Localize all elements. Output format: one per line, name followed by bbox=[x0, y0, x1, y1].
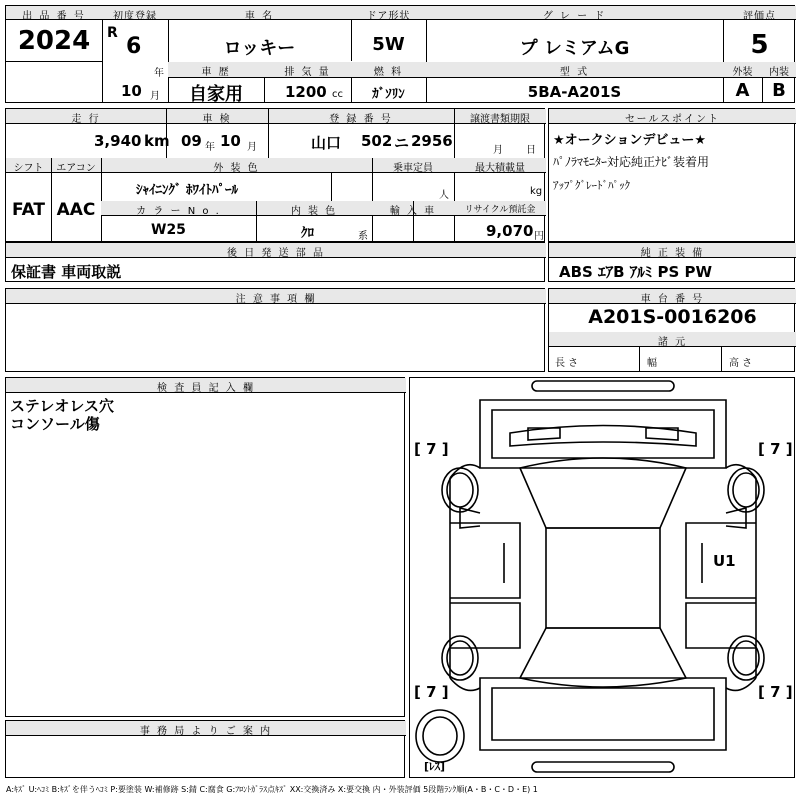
later-parts-block bbox=[5, 242, 545, 282]
notes-label: 注 意 事 項 欄 bbox=[235, 294, 317, 305]
fuel-label: 燃 料 bbox=[373, 67, 404, 78]
displacement-unit: cc bbox=[332, 89, 343, 100]
lot-number: 2024 bbox=[17, 26, 91, 56]
sales-line-1: ★オークションデビュー★ bbox=[553, 133, 707, 148]
first-reg-label: 初度登録 bbox=[113, 11, 157, 22]
inspector-line-1: ステレオレス穴 bbox=[10, 397, 114, 415]
int-grade-label: 内装 bbox=[769, 67, 789, 78]
lot-label: 出 品 番 号 bbox=[22, 11, 86, 22]
plate-number: 2956 bbox=[411, 132, 453, 150]
inspection-year: 09 bbox=[181, 132, 202, 150]
score-label: 評価点 bbox=[743, 11, 776, 22]
history-label: 車 歴 bbox=[201, 67, 231, 78]
car-name-label: 車 名 bbox=[244, 11, 275, 22]
int-color-unit: 系 bbox=[358, 231, 368, 242]
plate-class: 502 bbox=[361, 132, 393, 150]
plate-label: 登 録 番 号 bbox=[329, 114, 393, 125]
inspector-label: 検 査 員 記 入 欄 bbox=[157, 383, 255, 394]
capacity-unit: 人 bbox=[439, 190, 449, 201]
recycle-label: リサイクル預託金 bbox=[464, 205, 536, 215]
score-value: 5 bbox=[750, 30, 769, 60]
equipment-value: ABS ｴｱB ｱﾙﾐ PS PW bbox=[559, 263, 713, 281]
int-color-value: ｸﾛ bbox=[301, 226, 314, 241]
door-value: 5W bbox=[372, 34, 405, 55]
int-color-label: 内 装 色 bbox=[290, 206, 338, 217]
recycle-unit: 円 bbox=[534, 231, 544, 242]
legend-text: A:ｷｽﾞ U:ﾍｺﾐ B:ｷｽﾞを伴うﾍｺﾐ P:要塗装 W:補修跡 S:錆 C:腐食 G:ﾌﾛﾝﾄｶﾞﾗｽ点ｷｽﾞ XX:交換済み X:要交換 内・外装評価 5段階ﾗﾝｸ順(A・B・C・D・E) 1 bbox=[6, 785, 538, 794]
sales-points-label: セールスポイント bbox=[624, 114, 721, 125]
color-no-value: W25 bbox=[151, 222, 186, 238]
color-no-label: カ ラ ー N o . bbox=[136, 206, 221, 217]
equipment-label: 純 正 装 備 bbox=[640, 248, 705, 259]
ac-label: エアコン bbox=[56, 163, 96, 174]
car-diagram-svg bbox=[410, 378, 796, 779]
load-label: 最大積載量 bbox=[475, 163, 525, 174]
load-unit: kg bbox=[530, 186, 543, 197]
inspection-year-unit: 年 bbox=[205, 142, 215, 153]
capacity-label: 乗車定員 bbox=[393, 163, 433, 174]
damage-mark-u1: U1 bbox=[713, 552, 736, 570]
transfer-day-unit: 日 bbox=[526, 145, 536, 156]
first-reg-year: 6 bbox=[126, 34, 142, 59]
tire-rear-left-label: [ 7 ] bbox=[414, 683, 449, 701]
model-label: 型 式 bbox=[559, 67, 590, 78]
ac-value: AAC bbox=[56, 200, 96, 220]
later-parts-value: 保証書 車両取説 bbox=[11, 263, 122, 281]
tire-front-right-label: [ 7 ] bbox=[758, 440, 793, 458]
sales-points-block bbox=[548, 108, 795, 242]
month-unit: 月 bbox=[150, 91, 160, 102]
inspector-block bbox=[5, 377, 405, 717]
door-label: ドア形状 bbox=[366, 11, 411, 22]
mileage-value: 3,940 bbox=[94, 132, 142, 150]
length-label: 長 さ bbox=[555, 358, 579, 369]
vehicle-detail-block bbox=[5, 108, 545, 242]
height-label: 高 さ bbox=[729, 358, 753, 369]
shift-value: FAT bbox=[11, 200, 46, 220]
spec-label: 諸 元 bbox=[657, 337, 688, 348]
car-name: ロッキー bbox=[223, 38, 296, 59]
spare-tire-label: [ﾚｽ] bbox=[424, 760, 446, 773]
plate-area: 山口 bbox=[311, 134, 342, 152]
office-label: 事 務 局 よ り ご 案 内 bbox=[139, 726, 273, 737]
transfer-month-unit: 月 bbox=[493, 145, 503, 156]
tire-rear-right-label: [ 7 ] bbox=[758, 683, 793, 701]
mileage-unit: km bbox=[144, 132, 170, 150]
first-reg-month: 10 bbox=[121, 82, 142, 100]
displacement-label: 排 気 量 bbox=[284, 67, 331, 78]
int-grade-value: B bbox=[772, 80, 786, 101]
sales-line-3: ｱｯﾌﾟｸﾞﾚｰﾄﾞﾊﾟｯｸ bbox=[553, 179, 630, 192]
sales-line-2: ﾊﾟﾉﾗﾏﾓﾆﾀｰ対応純正ﾅﾋﾞ装着用 bbox=[553, 155, 710, 169]
recycle-value: 9,070 bbox=[486, 222, 534, 240]
ext-color-label: 外 装 色 bbox=[213, 163, 260, 174]
equipment-block bbox=[548, 242, 795, 282]
width-label: 幅 bbox=[647, 358, 657, 369]
model-value: 5BA-A201S bbox=[527, 83, 622, 101]
chassis-block bbox=[548, 288, 795, 372]
header-block bbox=[5, 5, 795, 103]
grade-value: プ レミアムG bbox=[519, 38, 630, 59]
fuel-value: ｶﾞｿﾘﾝ bbox=[372, 87, 405, 102]
plate-kana: ニ bbox=[394, 134, 410, 152]
ext-grade-value: A bbox=[735, 80, 750, 101]
history-value: 自家用 bbox=[189, 84, 243, 105]
ext-grade-label: 外装 bbox=[732, 67, 753, 78]
car-diagram-block bbox=[409, 377, 795, 778]
office-block bbox=[5, 720, 405, 778]
mileage-label: 走 行 bbox=[71, 114, 101, 125]
tire-front-left-label: [ 7 ] bbox=[414, 440, 449, 458]
import-label: 輸 入 車 bbox=[389, 206, 437, 217]
inspection-month: 10 bbox=[220, 132, 241, 150]
transfer-label: 譲渡書類期限 bbox=[470, 114, 530, 125]
later-parts-label: 後 日 発 送 部 品 bbox=[227, 248, 325, 259]
shift-label: シフト bbox=[13, 163, 44, 174]
ext-color-value: ｼｬｲﾆﾝｸﾞ ﾎﾜｲﾄﾊﾟｰﾙ bbox=[136, 183, 239, 198]
displacement-value: 1200 bbox=[285, 83, 327, 101]
inspector-line-2: コンソール傷 bbox=[10, 415, 100, 433]
chassis-number: A201S-0016206 bbox=[588, 306, 757, 328]
year-unit: 年 bbox=[154, 68, 164, 79]
chassis-label: 車 台 番 号 bbox=[640, 294, 705, 305]
era-letter: R bbox=[107, 25, 118, 41]
inspection-month-unit: 月 bbox=[247, 142, 257, 153]
notes-block bbox=[5, 288, 545, 372]
grade-label: グ レ ー ド bbox=[542, 11, 607, 22]
inspection-label: 車 検 bbox=[202, 114, 232, 125]
